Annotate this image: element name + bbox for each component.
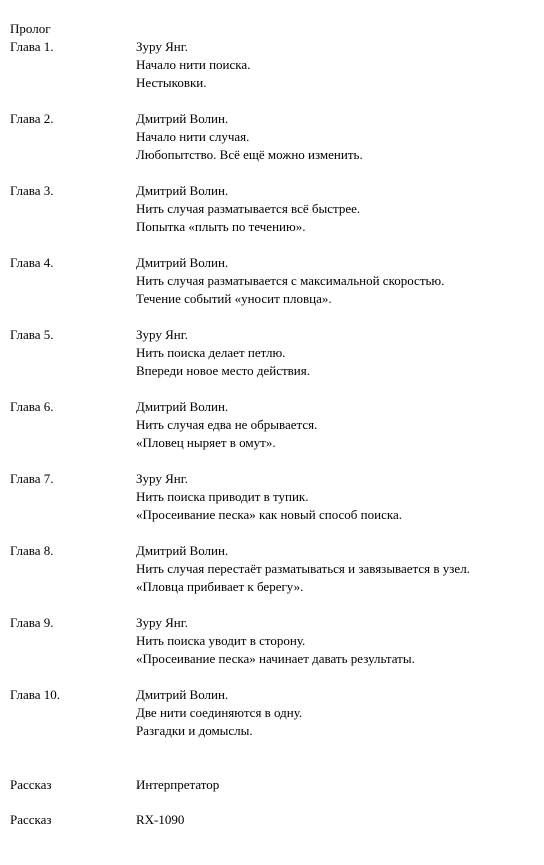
story-entry[interactable] — [10, 776, 540, 794]
chapter-character: Дмитрий Волин. — [136, 687, 229, 702]
chapter-description — [136, 38, 540, 92]
story-list — [10, 776, 540, 829]
chapter-summary-line: Любопытство. Всё ещё можно изменить. — [136, 147, 363, 162]
chapter-description — [136, 542, 540, 596]
chapter-summary-line: Нить поиска делает петлю. — [136, 345, 286, 360]
story-title: Интерпретатор — [136, 777, 220, 792]
chapter-entry[interactable] — [10, 398, 540, 452]
chapter-character: Зуру Янг. — [136, 615, 188, 630]
chapter-description — [136, 326, 540, 380]
chapter-summary-line: Нить поиска приводит в тупик. — [136, 489, 309, 504]
chapter-entry[interactable] — [10, 38, 540, 92]
chapter-description — [136, 614, 540, 668]
chapter-number: Глава 7. — [10, 471, 54, 486]
chapter-summary-line: Попытка «плыть по течению». — [136, 219, 306, 234]
chapter-number: Глава 1. — [10, 39, 54, 54]
chapter-summary-line: Начало нити поиска. — [136, 57, 251, 72]
chapter-summary-line: Впереди новое место действия. — [136, 363, 310, 378]
chapter-summary-line: Нить случая разматывается с максимальной скоростью. — [136, 273, 445, 288]
chapter-summary-line: «Просеивание песка» как новый способ поиска. — [136, 507, 402, 522]
chapter-summary-line: Нить случая перестаёт разматываться и завязывается в узел. — [136, 561, 470, 576]
chapter-entry[interactable] — [10, 254, 540, 308]
section-gap — [10, 758, 540, 776]
chapter-character: Зуру Янг. — [136, 327, 188, 342]
chapter-description — [136, 398, 540, 452]
chapter-character: Зуру Янг. — [136, 471, 188, 486]
chapter-number: Глава 8. — [10, 543, 54, 558]
story-label: Рассказ — [10, 812, 52, 827]
chapter-summary-line: Нестыковки. — [136, 75, 207, 90]
chapter-summary-line: «Просеивание песка» начинает давать результаты. — [136, 651, 415, 666]
chapter-description — [136, 110, 540, 164]
chapter-entry[interactable] — [10, 326, 540, 380]
chapter-character: Дмитрий Волин. — [136, 255, 229, 270]
chapter-summary-line: «Пловец ныряет в омут». — [136, 435, 276, 450]
chapter-character: Дмитрий Волин. — [136, 399, 229, 414]
chapter-entry[interactable] — [10, 614, 540, 668]
chapter-summary-line: Течение событий «уносит пловца». — [136, 291, 332, 306]
chapter-number: Глава 3. — [10, 183, 54, 198]
chapter-number: Глава 9. — [10, 615, 54, 630]
chapter-number: Глава 4. — [10, 255, 54, 270]
chapter-description — [136, 686, 540, 740]
chapter-summary-line: Нить поиска уводит в сторону. — [136, 633, 306, 648]
chapter-entry[interactable] — [10, 542, 540, 596]
chapter-character: Дмитрий Волин. — [136, 111, 229, 126]
chapter-summary-line: Две нити соединяются в одну. — [136, 705, 303, 720]
chapter-character: Дмитрий Волин. — [136, 183, 229, 198]
prolog-entry[interactable]: Пролог — [10, 21, 51, 36]
chapter-entry[interactable] — [10, 470, 540, 524]
story-label: Рассказ — [10, 777, 52, 792]
chapter-number: Глава 6. — [10, 399, 54, 414]
chapter-number: Глава 10. — [10, 687, 61, 702]
chapter-entry[interactable] — [10, 686, 540, 740]
chapter-summary-line: «Пловца прибивает к берегу». — [136, 579, 304, 594]
chapter-character: Зуру Янг. — [136, 39, 188, 54]
table-of-contents — [10, 20, 540, 846]
chapter-entry[interactable] — [10, 110, 540, 164]
chapter-summary-line: Начало нити случая. — [136, 129, 250, 144]
chapter-entry[interactable] — [10, 182, 540, 236]
chapter-description — [136, 470, 540, 524]
story-title: RX-1090 — [136, 812, 185, 827]
chapter-list — [10, 38, 540, 740]
chapter-summary-line: Разгадки и домыслы. — [136, 723, 253, 738]
chapter-description — [136, 254, 540, 308]
chapter-summary-line: Нить случая разматывается всё быстрее. — [136, 201, 361, 216]
story-entry[interactable] — [10, 811, 540, 829]
chapter-number: Глава 2. — [10, 111, 54, 126]
chapter-summary-line: Нить случая едва не обрывается. — [136, 417, 318, 432]
chapter-character: Дмитрий Волин. — [136, 543, 229, 558]
chapter-number: Глава 5. — [10, 327, 54, 342]
chapter-description — [136, 182, 540, 236]
